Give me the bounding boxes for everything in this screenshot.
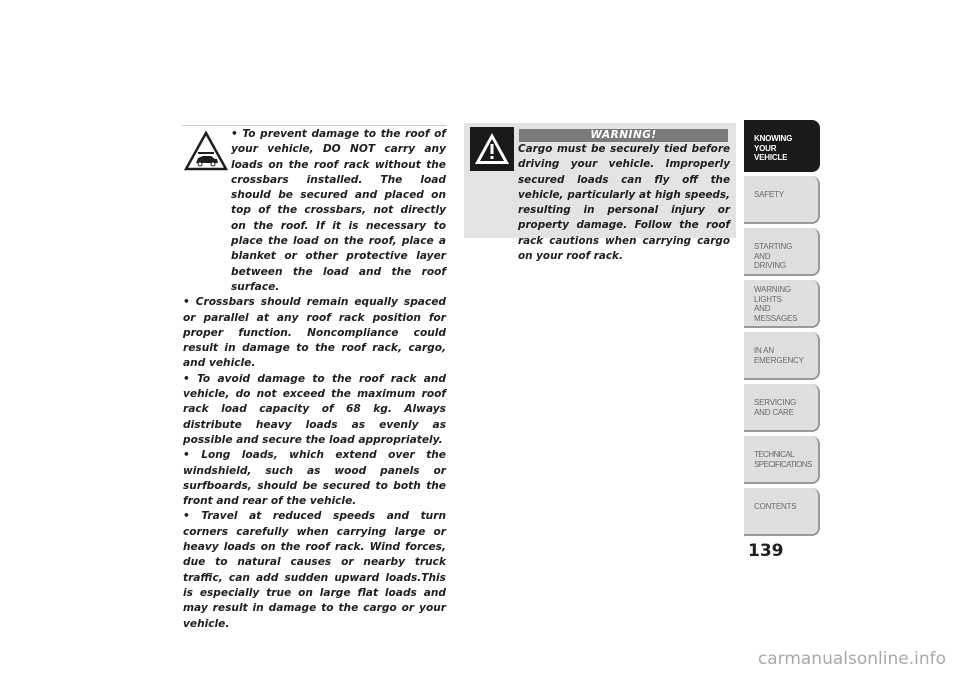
caution-bullet: • Travel at reduced speeds and turn corners carefully when carrying large or heavy loads on the roof rack. Wind forces, due to natural causes or nearby truck traffic, can add sudden upward loads.This is especially true on large flat loads and may result in damage to the cargo or your vehicle.	[183, 510, 446, 630]
warning-text: Cargo must be securely tied before driving your vehicle. Improperly secured loads can fly off the vehicle, particularly at high speeds, resulting in personal injury or property damage. Follow the roof rack cautions when carrying cargo on your roof rack.	[518, 143, 730, 263]
section-divider	[182, 125, 446, 126]
tab-knowing-your-vehicle[interactable]: KNOWING YOUR VEHICLE	[744, 120, 820, 172]
tab-warning-lights[interactable]: WARNING LIGHTS AND MESSAGES	[744, 280, 820, 328]
tab-contents[interactable]: CONTENTS	[744, 488, 820, 536]
chapter-tabs	[744, 120, 820, 540]
warning-title: WARNING!	[519, 129, 728, 142]
caution-bullet: • Crossbars should remain equally spaced or parallel at any roof rack position for proper function. Noncompliance could result in damage to the roof rack, cargo, and vehicle.	[183, 296, 446, 370]
caution-bullet: • Long loads, which extend over the windshield, such as wood panels or surfboards, should be secured to both the front and rear of the vehicle.	[183, 449, 446, 508]
tab-technical-specifications[interactable]: TECHNICAL SPECIFICATIONS	[744, 436, 820, 484]
tab-safety[interactable]: SAFETY	[744, 176, 820, 224]
tab-servicing-and-care[interactable]: SERVICING AND CARE	[744, 384, 820, 432]
roof-rack-cautions	[183, 127, 446, 632]
watermark: carmanualsonline.info	[757, 649, 946, 669]
warning-text-block	[470, 142, 730, 264]
caution-intro: • To prevent damage to the roof of your vehicle, DO NOT carry any loads on the roof rack without the crossbars installed. The load should be secured and placed on top of the crossbars, not directly on the roof. If it is necessary to place the load on the roof, place a blanket or other protective layer between the load and the roof surface.	[231, 128, 446, 293]
caution-bullet: • To avoid damage to the roof rack and vehicle, do not exceed the maximum roof rack load capacity of 68 kg. Always distribute heavy loads as evenly as possible and secure the load appropriately.	[183, 372, 446, 446]
tab-starting-and-driving[interactable]: STARTING AND DRIVING	[744, 228, 820, 276]
page-number: 139	[748, 541, 784, 561]
tab-in-an-emergency[interactable]: IN AN EMERGENCY	[744, 332, 820, 380]
